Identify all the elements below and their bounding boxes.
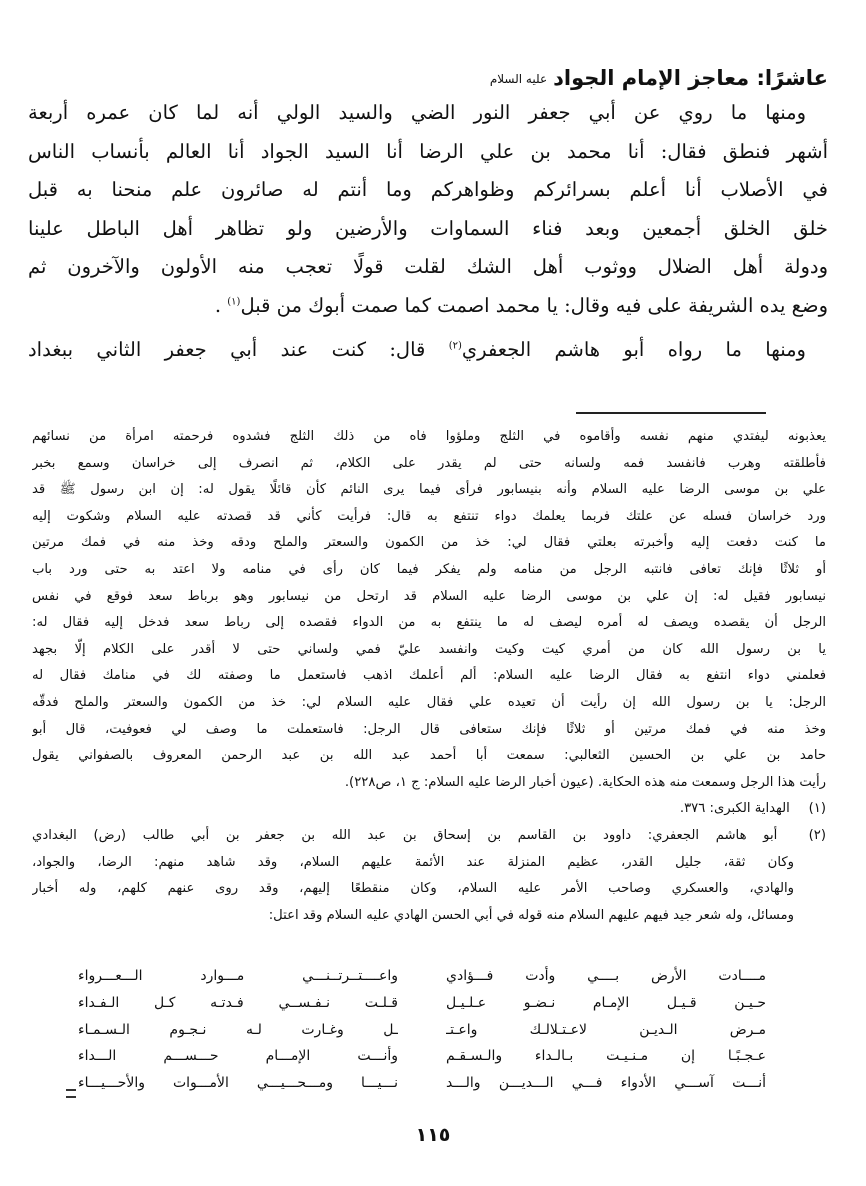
footnote-continuation-line: أو ثلاثًا فإنك تعافى فانتبه الرجل من منامه ولم يفكر فيما كان رأى في منامه ولا اعتد به حتى ورد باب bbox=[32, 561, 826, 577]
verse-second-hemistich: نـــيـــا ومـــحـــيـــي الأمـــوات والأحـــيـــاء bbox=[78, 1075, 398, 1092]
footnote-text: الهداية الكبرى: ٣٧٦. bbox=[679, 801, 790, 817]
poem-verse bbox=[66, 990, 766, 1017]
footnote-separator bbox=[576, 412, 766, 414]
footnote-continuation-line: وخذ منه في فمك مرتين أو ثلاثًا فإنك ستعافى قال الرجل: فاستعملت ما وصف لي فعوفيت، قال أبو bbox=[32, 721, 826, 737]
body-line: خلق الخلق أجمعين وبعد فناء السماوات والأرضين ولو تظاهر أهل الباطل علينا bbox=[28, 216, 828, 240]
footnote-continuation-line: رأيت هذا الرجل وسمعت منه هذه الحكاية. (عيون أخبار الرضا عليه السلام: ج ١، ص٢٢٨). bbox=[344, 774, 826, 790]
poem-verse bbox=[66, 1043, 766, 1070]
verse-first-hemistich: حـيـن قـيـل الإمـام نـضـو عـلـيـل bbox=[446, 994, 766, 1011]
footnote-ref-2[interactable]: (٢) bbox=[448, 340, 462, 352]
footnote-2-line: ومسائل، وله شعر جيد فيهم عليهم السلام منه قوله في أبي الحسن الهادي عليه السلام وقد اعتل: bbox=[268, 907, 794, 923]
verse-second-hemistich: وأنـــت الإمـــام حـــســـم الـــداء bbox=[78, 1048, 398, 1065]
footnote-continuation-line: فعلمني دواء انتفع به فقال الرضا عليه السلام: ألم أعلمك اذهب فاستعمل ما وصفته لك في منامك فقال له bbox=[32, 668, 826, 684]
body-line-end: . bbox=[214, 293, 228, 317]
footnote-continuation-line: ورد خراسان فسله عن علتك فربما يعلمك دواء تنتفع به قال: فرأيت كأني قد قصدته عليه السلام وشكوت إليه bbox=[32, 508, 826, 524]
continuation-mark-icon bbox=[66, 1089, 76, 1098]
footnote-continuation-line: يعذبونه ليفتدي منهم نفسه وأقاموه في الثلج وملؤوا فاه من ذلك الثلج فشدوه فرحمته امرأة من نسائهم bbox=[32, 429, 826, 444]
section-heading bbox=[38, 60, 828, 97]
body-line: في الأصلاب أنا أعلم بسرائركم وظواهركم وما أنتم له صائرون علم منحنا به قبل bbox=[28, 178, 828, 201]
verse-second-hemistich: واعــــتــرتــنـــي مـــوارد الـــعـــرواء bbox=[78, 968, 398, 984]
main-text bbox=[28, 94, 828, 370]
footnote-2-line: والهادي، والعسكري وصاحب الأمر عليه السلام، وكان منقطعًا إليهم، وقد روى عنهم كلهم، وله أخبار bbox=[32, 881, 794, 897]
body-line: ومنها ما روي عن أبي جعفر النور الضي والسيد الولي أنه لما كان عمره أربعة bbox=[28, 101, 806, 124]
verse-first-hemistich: عـجـبًـا إن مـنـيـت بـالـداء والـسـقـم bbox=[446, 1048, 766, 1065]
footnote-continuation-line: فأطلقته وهرب فانفسد فمه ولسانه حتى لم يقدر على الكلام، ثم انصرف إلى خراسان وسمع بخبر bbox=[32, 455, 826, 471]
footnote-continuation-line: يا بن رسول الله كان من أمري كيت وكيت وانفسد عليّ فمي ولساني حتى لا أقدر على الكلام إلّا بجهد bbox=[32, 641, 826, 657]
paragraph-2-end: قال: كنت عند أبي جعفر الثاني ببغداد bbox=[28, 338, 449, 361]
body-line bbox=[28, 287, 828, 326]
verse-second-hemistich: ـل وغـارت لـه نـجـوم الـسـمـاء bbox=[78, 1021, 398, 1038]
footnote-continuation-line: نيسابور فقيل له: إن علي بن موسى الرضا عليه السلام قد ارتحل من نيسابور وهو برباط سعد فوقع في نفس bbox=[32, 588, 826, 604]
footnotes bbox=[32, 424, 826, 929]
footnote-continuation-line: علي بن موسى الرضا عليه السلام وأنه بنيسابور فرأى فيما يرى النائم كأن قائلًا يقول له: إن ابن رسول ﷺ قد bbox=[32, 482, 826, 498]
body-line-text: وضع يده الشريفة على فيه وقال: يا محمد اصمت كما صمت أبوك من قبل bbox=[240, 293, 828, 317]
body-line: أشهر فنطق فقال: أنا محمد بن علي الرضا أنا السيد الجواد أنا العالم بأنساب الناس bbox=[28, 139, 828, 163]
body-line bbox=[28, 331, 828, 370]
poem-verse bbox=[66, 1017, 766, 1044]
footnote-1 bbox=[32, 796, 826, 823]
section-title: عاشرًا: معاجز الإمام الجواد bbox=[553, 66, 828, 90]
footnote-ref-1[interactable]: (١) bbox=[227, 296, 241, 307]
footnote-continuation-line: ما كنت دفعت إليه وأخبرته بعلتي فقال لي: خذ من الكمون والسعتر والملح ودقه وخذ منه في فمك مرتين bbox=[32, 535, 826, 551]
footnote-number: (١) bbox=[808, 801, 826, 817]
footnote-number: (٢) bbox=[808, 827, 826, 843]
poem-verse bbox=[66, 963, 766, 990]
verse-first-hemistich: مـرض الـديـن لاعـتـلالـك واعـتـ bbox=[446, 1021, 766, 1038]
verse-second-hemistich: قـلـت نـفـســي فـدتـه كـل الـفـداء bbox=[78, 994, 398, 1011]
footnote-continuation-line: حامد بن علي بن الحسين الثعالبي: سمعت أبا أحمد عبد الله بن عبد الرحمن المعروف بالصفواني يقول bbox=[32, 748, 826, 764]
honorific-glyph-icon: عليه السلام bbox=[489, 72, 548, 86]
verse-first-hemistich: مــــادت الأرض بــــي وأدت فـــؤادي bbox=[446, 968, 766, 984]
page-number: ١١٥ bbox=[415, 1124, 451, 1146]
verse-first-hemistich: أنـــت آســـي الأدواء فـــي الـــديـــن والـــد bbox=[446, 1075, 766, 1092]
footnote-text: أبو هاشم الجعفري: داوود بن القاسم بن إسحاق بن عبد الله بن جعفر بن أبي طالب (رض) البغدادي bbox=[32, 827, 778, 843]
paragraph-2-start: ومنها ما رواه أبو هاشم الجعفري bbox=[461, 338, 806, 361]
footnote-continuation-line: الرجل أن يقصده ويصف له أمره ليصف له ما ينتفع به من الدواء فقصده إلى رباط سعد فدخل إليه فقال له: bbox=[32, 615, 826, 631]
footnote-2-line: وكان ثقة، جليل القدر، عظيم المنزلة عند الأئمة عليهم السلام، وقد شاهد منهم: الرضا، والجواد، bbox=[32, 854, 794, 870]
poem bbox=[66, 963, 766, 1097]
body-line: ودولة أهل الضلال ووثوب أهل الشك لقلت قولًا تعجب منه الأولون والآخرون ثم bbox=[28, 255, 828, 278]
footnote-2 bbox=[32, 823, 826, 850]
footnote-continuation-line: الرجل: يا بن رسول الله إن رأيت أن تعيده علي فقال عليه السلام لي: خذ من الكمون والسعتر والملح فدقّه bbox=[32, 694, 826, 710]
poem-verse bbox=[66, 1070, 766, 1097]
